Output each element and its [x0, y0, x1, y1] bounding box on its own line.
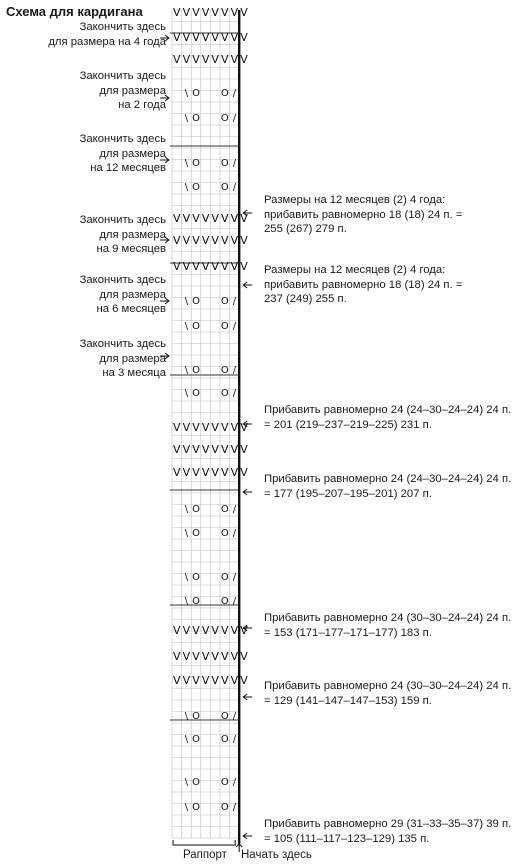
- lace-symbol: \: [184, 365, 189, 376]
- note-increase-5: Прибавить равномерно 24 (30–30–24–24) 24 п. = 153 (171–177–171–177) 183 п.: [264, 612, 512, 639]
- increase-symbol: V: [221, 421, 229, 434]
- increase-symbol: V: [240, 443, 248, 456]
- increase-symbol: V: [240, 31, 248, 44]
- lace-symbol: O: [192, 321, 200, 332]
- lace-symbol: O: [192, 158, 200, 169]
- lace-symbol: /: [232, 528, 237, 539]
- lace-symbol: \: [184, 113, 189, 124]
- increase-symbol: V: [201, 53, 210, 66]
- increase-symbol: V: [192, 466, 200, 479]
- lace-symbol: \: [184, 528, 189, 539]
- increase-symbol: V: [192, 624, 200, 637]
- right-pointer-arrow: [243, 489, 252, 495]
- lace-symbol: O: [220, 802, 229, 813]
- increase-symbol: V: [192, 421, 200, 434]
- lace-symbol: /: [232, 88, 237, 99]
- increase-symbol: V: [192, 6, 200, 19]
- increase-symbol: V: [230, 421, 239, 434]
- right-pointer-arrow: [243, 282, 252, 288]
- increase-symbol: V: [182, 466, 191, 479]
- increase-symbol: V: [221, 466, 229, 479]
- lace-symbol: /: [232, 711, 237, 722]
- chart-title: Схема для кардигана: [6, 4, 143, 19]
- repeat-label: Раппорт: [183, 849, 227, 861]
- lace-symbol: O: [220, 88, 229, 99]
- increase-symbol: V: [173, 674, 181, 687]
- increase-symbol: V: [173, 212, 181, 225]
- increase-symbol: V: [240, 421, 248, 434]
- lace-symbol: O: [220, 321, 229, 332]
- increase-symbol: V: [240, 260, 248, 273]
- increase-symbol: V: [173, 466, 181, 479]
- right-pointer-arrow: [243, 694, 252, 700]
- increase-symbol: V: [201, 650, 210, 663]
- increase-symbol: V: [230, 31, 239, 44]
- increase-symbol: V: [230, 234, 239, 247]
- start-here-label: Начать здесь: [241, 849, 312, 861]
- note-end-4-years: Закончить здесь для размера на 4 года: [48, 21, 166, 48]
- lace-symbol: O: [220, 734, 229, 745]
- repeat-bracket: [173, 840, 235, 845]
- increase-symbol: V: [182, 6, 191, 19]
- note-increase-3: Прибавить равномерно 24 (24–30–24–24) 24 п. = 201 (219–237–219–225) 231 п.: [264, 404, 512, 431]
- increase-symbol: V: [221, 53, 229, 66]
- increase-symbol: V: [240, 466, 248, 479]
- lace-symbol: O: [220, 113, 229, 124]
- lace-symbol: \: [184, 388, 189, 399]
- increase-symbol: V: [211, 53, 219, 66]
- increase-symbol: V: [211, 234, 219, 247]
- lace-symbol: O: [220, 365, 229, 376]
- increase-symbol: V: [173, 624, 181, 637]
- note-end-2-years: Закончить здесь для размера на 2 года: [79, 70, 166, 111]
- lace-symbol: O: [192, 182, 200, 193]
- increase-symbol: V: [173, 31, 181, 44]
- lace-symbol: /: [232, 802, 237, 813]
- note-end-12-months: Закончить здесь для размера на 12 месяцев: [79, 133, 166, 174]
- lace-symbol: O: [192, 596, 200, 607]
- lace-symbol: O: [220, 182, 229, 193]
- increase-symbol: V: [201, 260, 210, 273]
- lace-symbol: /: [232, 296, 237, 307]
- increase-symbol: V: [192, 212, 200, 225]
- lace-symbol: O: [192, 528, 200, 539]
- lace-symbol: O: [192, 711, 200, 722]
- increase-symbol: V: [230, 53, 239, 66]
- increase-symbol: V: [182, 234, 191, 247]
- increase-symbol: V: [211, 212, 219, 225]
- increase-symbol: V: [221, 624, 229, 637]
- increase-symbol: V: [230, 6, 239, 19]
- increase-symbol: V: [230, 650, 239, 663]
- increase-symbol: V: [230, 674, 239, 687]
- increase-symbol: V: [182, 212, 191, 225]
- increase-symbol: V: [230, 466, 239, 479]
- increase-symbol: V: [201, 421, 210, 434]
- increase-symbol: V: [182, 31, 191, 44]
- lace-symbol: O: [220, 777, 229, 788]
- increase-symbol: V: [201, 443, 210, 456]
- increase-symbol: V: [182, 260, 191, 273]
- increase-symbol: V: [201, 212, 210, 225]
- increase-symbol: V: [221, 650, 229, 663]
- lace-symbol: \: [184, 321, 189, 332]
- right-pointer-arrow: [243, 833, 252, 839]
- increase-symbol: V: [230, 443, 239, 456]
- lace-symbol: \: [184, 711, 189, 722]
- lace-symbol: \: [184, 734, 189, 745]
- increase-symbol: V: [211, 443, 219, 456]
- increase-symbol: V: [221, 6, 229, 19]
- increase-symbol: V: [201, 6, 210, 19]
- increase-symbol: V: [173, 260, 181, 273]
- increase-symbol: V: [221, 31, 229, 44]
- increase-symbol: V: [211, 624, 219, 637]
- increase-symbol: V: [201, 624, 210, 637]
- lace-symbol: O: [192, 802, 200, 813]
- increase-symbol: V: [201, 466, 210, 479]
- lace-symbol: O: [220, 296, 229, 307]
- increase-symbol: V: [211, 466, 219, 479]
- lace-symbol: \: [184, 777, 189, 788]
- lace-symbol: O: [192, 734, 200, 745]
- lace-symbol: O: [192, 388, 200, 399]
- lace-symbol: /: [232, 321, 237, 332]
- lace-symbol: O: [220, 572, 229, 583]
- increase-symbol: V: [192, 260, 200, 273]
- lace-symbol: O: [220, 596, 229, 607]
- lace-symbol: /: [232, 777, 237, 788]
- increase-symbol: V: [192, 650, 200, 663]
- lace-symbol: /: [232, 113, 237, 124]
- lace-symbol: \: [184, 504, 189, 515]
- lace-symbol: O: [220, 711, 229, 722]
- increase-symbol: V: [230, 624, 239, 637]
- increase-symbol: V: [221, 234, 229, 247]
- increase-symbol: V: [221, 260, 229, 273]
- increase-symbol: V: [211, 674, 219, 687]
- lace-symbol: O: [192, 296, 200, 307]
- lace-symbol: \: [184, 158, 189, 169]
- increase-symbol: V: [192, 53, 200, 66]
- increase-symbol: V: [192, 674, 200, 687]
- lace-symbol: O: [192, 365, 200, 376]
- increase-symbol: V: [211, 31, 219, 44]
- lace-symbol: \: [184, 88, 189, 99]
- note-increase-7: Прибавить равномерно 29 (31–33–35–37) 39 п. = 105 (111–117–123–129) 135 п.: [264, 818, 512, 845]
- increase-symbol: V: [230, 212, 239, 225]
- lace-symbol: O: [192, 572, 200, 583]
- increase-symbol: V: [192, 31, 200, 44]
- lace-symbol: \: [184, 572, 189, 583]
- increase-symbol: V: [211, 260, 219, 273]
- lace-symbol: O: [220, 504, 229, 515]
- lace-symbol: /: [232, 596, 237, 607]
- lace-symbol: O: [220, 158, 229, 169]
- increase-symbol: V: [182, 443, 191, 456]
- lace-symbol: O: [192, 113, 200, 124]
- lace-symbol: \: [184, 596, 189, 607]
- increase-symbol: V: [211, 6, 219, 19]
- increase-symbol: V: [240, 624, 248, 637]
- increase-symbol: V: [230, 260, 239, 273]
- note-end-6-months: Закончить здесь для размера на 6 месяцев: [79, 274, 166, 315]
- lace-symbol: O: [192, 88, 200, 99]
- lace-symbol: O: [220, 388, 229, 399]
- note-end-9-months: Закончить здесь для размера на 9 месяцев: [79, 214, 166, 255]
- increase-symbol: V: [182, 674, 191, 687]
- increase-symbol: V: [201, 234, 210, 247]
- lace-symbol: /: [232, 182, 237, 193]
- increase-symbol: V: [173, 234, 181, 247]
- increase-symbol: V: [182, 650, 191, 663]
- increase-symbol: V: [173, 53, 181, 66]
- lace-symbol: O: [220, 528, 229, 539]
- increase-symbol: V: [240, 234, 248, 247]
- lace-symbol: /: [232, 734, 237, 745]
- lace-symbol: O: [192, 777, 200, 788]
- increase-symbol: V: [240, 650, 248, 663]
- note-end-3-months: Закончить здесь для размера на 3 месяца: [79, 338, 166, 379]
- increase-symbol: V: [201, 31, 210, 44]
- increase-symbol: V: [240, 53, 248, 66]
- increase-symbol: V: [201, 674, 210, 687]
- increase-symbol: V: [211, 650, 219, 663]
- increase-symbol: V: [221, 674, 229, 687]
- increase-symbol: V: [182, 624, 191, 637]
- lace-symbol: /: [232, 572, 237, 583]
- increase-symbol: V: [173, 6, 181, 19]
- increase-symbol: V: [211, 421, 219, 434]
- increase-symbol: V: [173, 443, 181, 456]
- note-increase-4: Прибавить равномерно 24 (24–30–24–24) 24 п. = 177 (195–207–195–201) 207 п.: [264, 473, 512, 500]
- increase-symbol: V: [192, 443, 200, 456]
- note-increase-1: Размеры на 12 месяцев (2) 4 года: прибавить равномерно 18 (18) 24 п. = 255 (267) 279 п.: [264, 194, 463, 235]
- lace-symbol: /: [232, 388, 237, 399]
- lace-symbol: /: [232, 504, 237, 515]
- lace-symbol: O: [192, 504, 200, 515]
- lace-symbol: /: [232, 365, 237, 376]
- increase-symbol: V: [240, 6, 248, 19]
- lace-symbol: \: [184, 182, 189, 193]
- increase-symbol: V: [173, 650, 181, 663]
- increase-symbol: V: [173, 421, 181, 434]
- lace-symbol: \: [184, 296, 189, 307]
- increase-symbol: V: [192, 234, 200, 247]
- increase-symbol: V: [182, 53, 191, 66]
- lace-symbol: /: [232, 158, 237, 169]
- increase-symbol: V: [240, 212, 248, 225]
- increase-symbol: V: [240, 674, 248, 687]
- note-increase-6: Прибавить равномерно 24 (30–30–24–24) 24 п. = 129 (141–147–147–153) 159 п.: [264, 680, 512, 707]
- note-increase-2: Размеры на 12 месяцев (2) 4 года: прибавить равномерно 18 (18) 24 п. = 237 (249) 255 п.: [264, 264, 463, 305]
- increase-symbol: V: [182, 421, 191, 434]
- lace-symbol: \: [184, 802, 189, 813]
- increase-symbol: V: [221, 212, 229, 225]
- increase-symbol: V: [221, 443, 229, 456]
